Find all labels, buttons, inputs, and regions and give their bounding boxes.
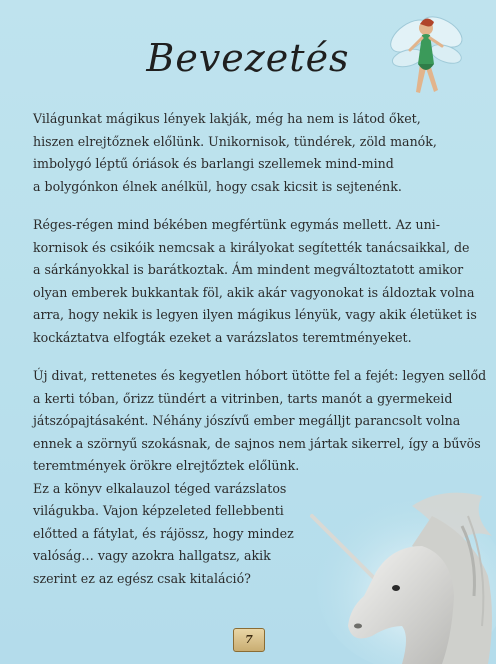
text-line: ennek a szörnyű szokásnak, de sajnos nem jártak sikerrel, így a bűvös [33, 435, 481, 451]
text-line: Világunkat mágikus lények lakják, még ha nem is látod őket, [33, 111, 421, 126]
text-line: a bolygónkon élnek anélkül, hogy csak kicsit is sejtenénk. [33, 178, 402, 194]
text-line: Új divat, rettenetes és kegyetlen hóbort ütötte fel a fejét: legyen sellőd [33, 368, 487, 383]
text-line: szerint ez az egész csak kitaláció? [33, 570, 251, 586]
text-line: játszópajtásaként. Néhány jószívű ember megálljt parancsolt volna [33, 413, 461, 428]
page-number: 7 [233, 628, 265, 652]
text-line: olyan emberek bukkantak föl, akik akár vagyonokat is áldoztak volna [33, 284, 475, 300]
text-line: világukba. Vajon képzeleted fellebbenti [33, 503, 284, 518]
text-line: Réges-régen mind békében megfértünk egymás mellett. Az uni- [33, 217, 440, 232]
text-line: hiszen elrejtőznek előlünk. Unikornisok, tündérek, zöld manók, [33, 133, 437, 149]
fairy-icon [382, 6, 470, 110]
page-title: Bevezetés [146, 36, 350, 80]
text-line: teremtmények örökre elrejtőztek előlünk. [33, 458, 300, 473]
text-line: imbolygó léptű óriások és barlangi szellemek mind-mind [33, 156, 394, 171]
text-line: Ez a könyv elkalauzol téged varázslatos [33, 480, 287, 496]
paragraph-1 [33, 108, 437, 198]
text-line: kornisok és csikóik nemcsak a királyokat segítették tanácsaikkal, de [33, 239, 470, 255]
text-line: előtted a fátylat, és rájössz, hogy mindez [33, 525, 294, 541]
paragraph-2 [33, 214, 477, 349]
unicorn-icon [292, 476, 496, 664]
text-line: a kerti tóban, őrizz tündért a vitrinben, tarts manót a gyermekeid [33, 390, 453, 406]
text-line: a sárkányokkal is barátkoztak. Ám mindent megváltoztatott amikor [33, 262, 464, 277]
text-line: valóság… vagy azokra hallgatsz, akik [33, 548, 271, 563]
text-line: kockáztatva elfogták ezeket a varázslatos teremtményeket. [33, 329, 412, 345]
text-line: arra, hogy nekik is legyen ilyen mágikus lényük, vagy akik életüket is [33, 307, 477, 322]
